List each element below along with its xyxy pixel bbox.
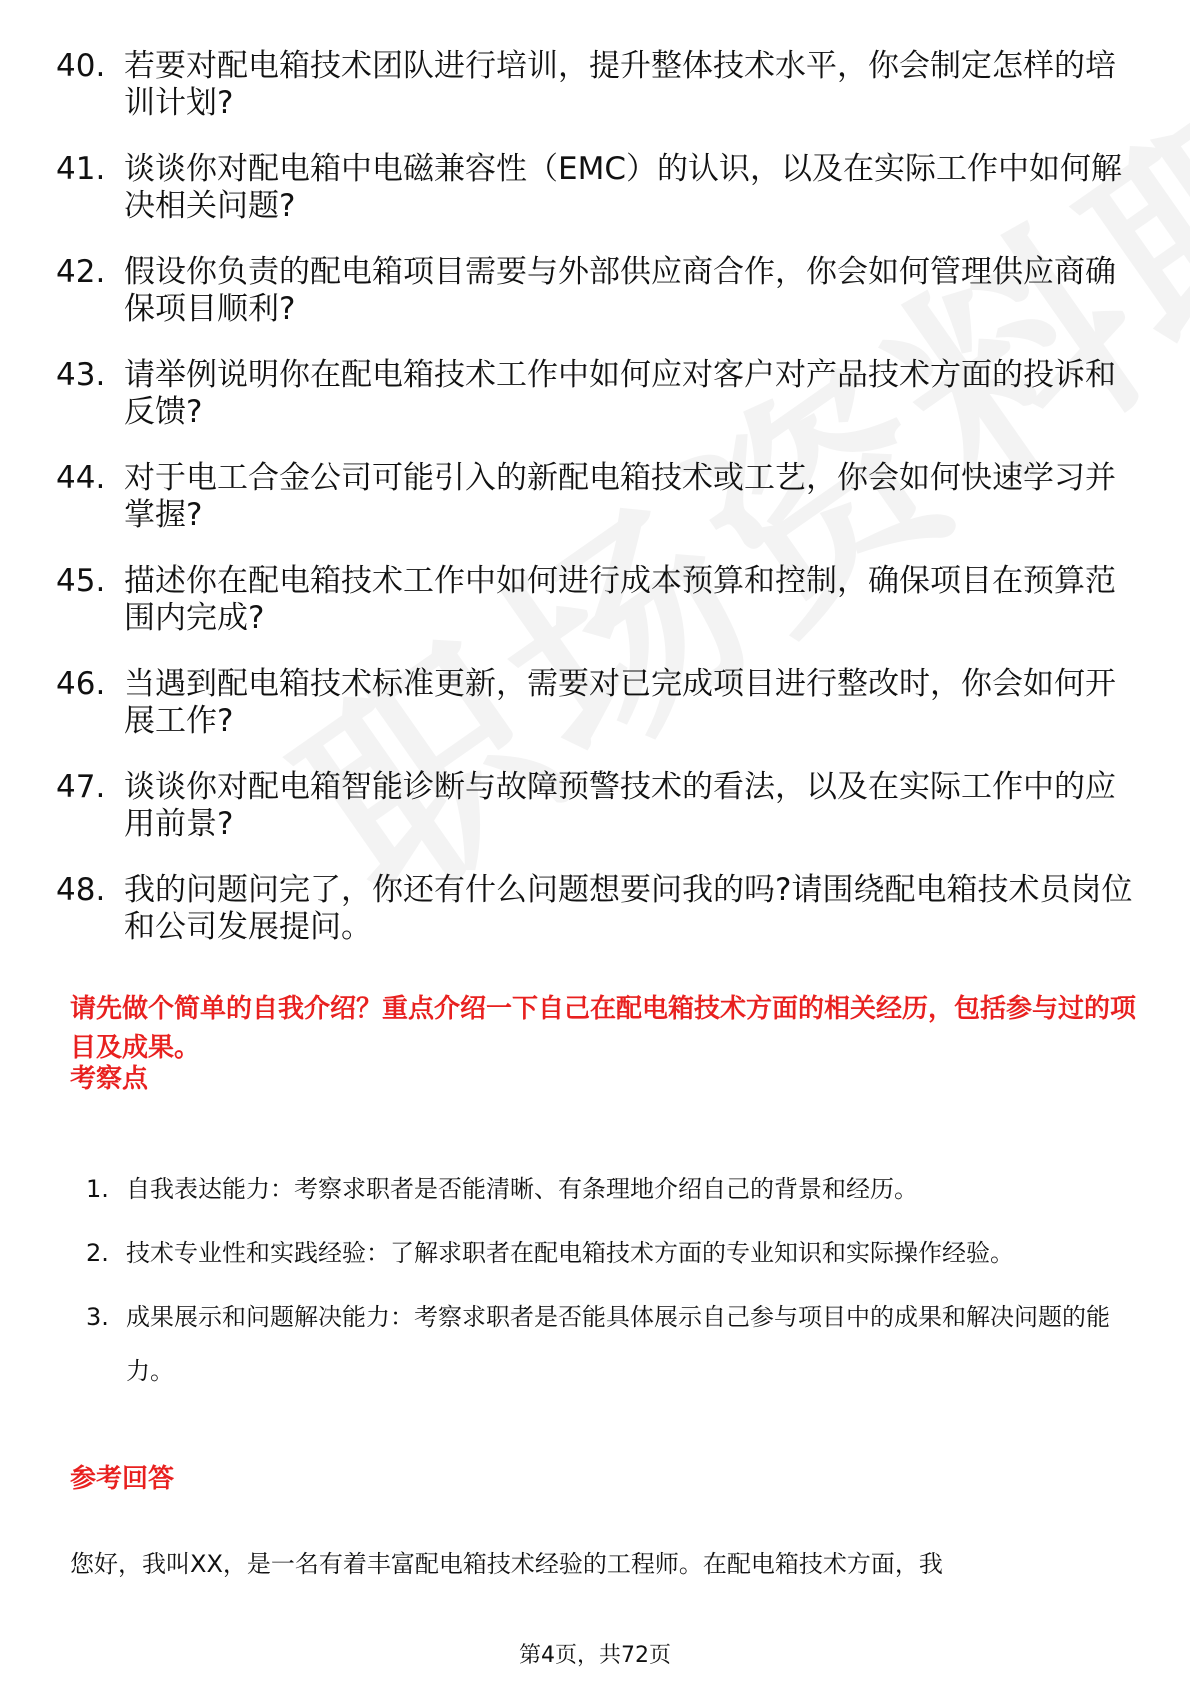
question-item xyxy=(56,151,1146,225)
question-text: 若要对配电箱技术团队进行培训，提升整体技术水平，你会制定怎样的培训计划? xyxy=(124,48,1116,121)
focus-question: 请先做个简单的自我介绍？重点介绍一下自己在配电箱技术方面的相关经历，包括参与过的项目及成果。 xyxy=(70,994,1137,1063)
question-item xyxy=(56,460,1146,534)
point-number: 1. xyxy=(86,1175,109,1203)
points-list xyxy=(86,1162,1136,1408)
question-text: 当遇到配电箱技术标准更新，需要对已完成项目进行整改时，你会如何开展工作? xyxy=(124,666,1116,739)
question-text: 假设你负责的配电箱项目需要与外部供应商合作，你会如何管理供应商确保项目顺利? xyxy=(124,254,1116,327)
question-item xyxy=(56,357,1146,431)
question-item xyxy=(56,563,1146,637)
question-item xyxy=(56,254,1146,328)
question-number: 42. xyxy=(56,254,106,290)
question-number: 41. xyxy=(56,151,106,187)
point-item xyxy=(86,1162,1136,1216)
question-number: 40. xyxy=(56,48,106,84)
question-text: 描述你在配电箱技术工作中如何进行成本预算和控制，确保项目在预算范围内完成? xyxy=(124,563,1116,636)
points-heading: 考察点 xyxy=(70,1064,149,1094)
question-text: 我的问题问完了，你还有什么问题想要问我的吗?请围绕配电箱技术员岗位和公司发展提问。 xyxy=(124,872,1133,945)
question-item xyxy=(56,48,1146,122)
question-number: 45. xyxy=(56,563,106,599)
question-item xyxy=(56,872,1146,946)
question-number: 48. xyxy=(56,872,106,908)
question-list xyxy=(56,48,1146,975)
question-number: 43. xyxy=(56,357,106,393)
point-item xyxy=(86,1290,1136,1398)
question-number: 44. xyxy=(56,460,106,496)
point-text: 成果展示和问题解决能力：考察求职者是否能具体展示自己参与项目中的成果和解决问题的能力。 xyxy=(126,1303,1110,1385)
point-number: 2. xyxy=(86,1239,109,1267)
point-text: 技术专业性和实践经验：了解求职者在配电箱技术方面的专业知识和实际操作经验。 xyxy=(126,1239,1014,1267)
question-text: 请举例说明你在配电箱技术工作中如何应对客户对产品技术方面的投诉和反馈? xyxy=(124,357,1116,430)
point-text: 自我表达能力：考察求职者是否能清晰、有条理地介绍自己的背景和经历。 xyxy=(126,1175,918,1203)
point-number: 3. xyxy=(86,1303,109,1331)
answer-text: 您好，我叫XX，是一名有着丰富配电箱技术经验的工程师。在配电箱技术方面，我 xyxy=(70,1550,943,1578)
question-text: 谈谈你对配电箱中电磁兼容性（EMC）的认识，以及在实际工作中如何解决相关问题? xyxy=(124,151,1122,224)
answer-heading: 参考回答 xyxy=(70,1464,175,1494)
question-text: 谈谈你对配电箱智能诊断与故障预警技术的看法，以及在实际工作中的应用前景? xyxy=(124,769,1116,842)
question-number: 46. xyxy=(56,666,106,702)
question-item xyxy=(56,666,1146,740)
question-text: 对于电工合金公司可能引入的新配电箱技术或工艺，你会如何快速学习并掌握? xyxy=(124,460,1116,533)
question-number: 47. xyxy=(56,769,106,805)
question-item xyxy=(56,769,1146,843)
page-footer: 第4页，共72页 xyxy=(519,1643,671,1668)
point-item xyxy=(86,1226,1136,1280)
